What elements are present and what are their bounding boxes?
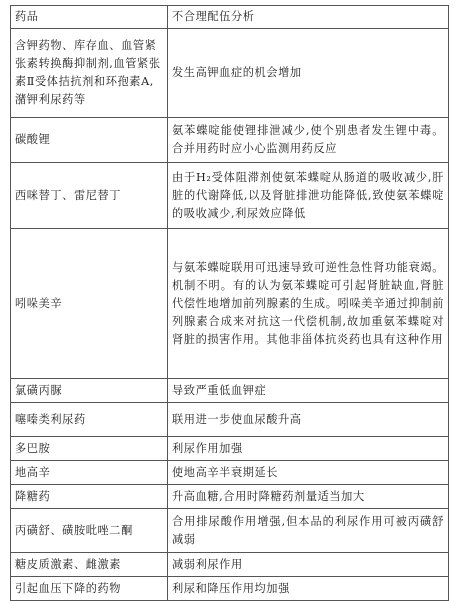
analysis-cell: 利尿作用加强	[168, 437, 449, 461]
table-row	[11, 553, 449, 577]
table-row	[11, 461, 449, 485]
table-row	[11, 163, 449, 229]
drug-cell: 氯磺丙脲	[11, 379, 168, 403]
analysis-cell: 由于H₂受体阻滞剂使氨苯蝶啶从肠道的吸收减少,肝脏的代谢降低,以及肾脏排泄功能降低,致使氨苯蝶啶的吸收减少,利尿效应降低	[168, 163, 449, 229]
drug-cell: 丙磺舒、磺胺吡唑二酮	[11, 509, 168, 553]
table-row	[11, 437, 449, 461]
drug-cell: 西咪替丁、雷尼替丁	[11, 163, 168, 229]
analysis-cell: 导致严重低血钾症	[168, 379, 449, 403]
table-row	[11, 379, 449, 403]
analysis-cell: 合用排尿酸作用增强,但本品的利尿作用可被丙磺舒减弱	[168, 509, 449, 553]
analysis-cell: 利尿和降压作用均加强	[168, 577, 449, 601]
table-row	[11, 485, 449, 509]
drug-cell: 糖皮质激素、雌激素	[11, 553, 168, 577]
drug-interaction-table	[10, 5, 449, 601]
drug-cell: 吲哚美辛	[11, 229, 168, 379]
table-row	[11, 577, 449, 601]
header-analysis: 不合理配伍分析	[168, 6, 449, 29]
analysis-cell: 使地高辛半衰期延长	[168, 461, 449, 485]
drug-cell: 多巴胺	[11, 437, 168, 461]
analysis-cell: 发生高钾血症的机会增加	[168, 29, 449, 118]
header-drug: 药品	[11, 6, 168, 29]
table-header-row	[11, 6, 449, 29]
analysis-cell: 联用进一步使血尿酸升高	[168, 403, 449, 437]
analysis-cell: 减弱利尿作用	[168, 553, 449, 577]
table-row	[11, 403, 449, 437]
drug-cell: 碳酸锂	[11, 118, 168, 163]
table-row	[11, 29, 449, 118]
table-row	[11, 229, 449, 379]
analysis-cell: 升高血糖,合用时降糖药剂量适当加大	[168, 485, 449, 509]
drug-cell: 噻嗪类利尿药	[11, 403, 168, 437]
drug-cell: 含钾药物、库存血、血管紧张素转换酶抑制剂,血管紧张素Ⅱ受体拮抗剂和环孢素A,潴钾利尿药等	[11, 29, 168, 118]
drug-cell: 引起血压下降的药物	[11, 577, 168, 601]
table-row	[11, 118, 449, 163]
analysis-cell: 与氨苯蝶啶联用可迅速导致可逆性急性肾功能衰竭。机制不明。有的认为氨苯蝶啶可引起肾脏缺血,肾脏代偿性地增加前列腺素的生成。吲哚美辛通过抑制前列腺素合成来对抗这一代偿机制,故加重氨苯蝶啶对肾脏的损害作用。其他非甾体抗炎药也具有这种作用	[168, 229, 449, 379]
drug-cell: 降糖药	[11, 485, 168, 509]
analysis-cell: 氨苯蝶啶能使锂排泄减少,使个别患者发生锂中毒。合并用药时应小心监测用药反应	[168, 118, 449, 163]
table-row	[11, 509, 449, 553]
drug-cell: 地高辛	[11, 461, 168, 485]
